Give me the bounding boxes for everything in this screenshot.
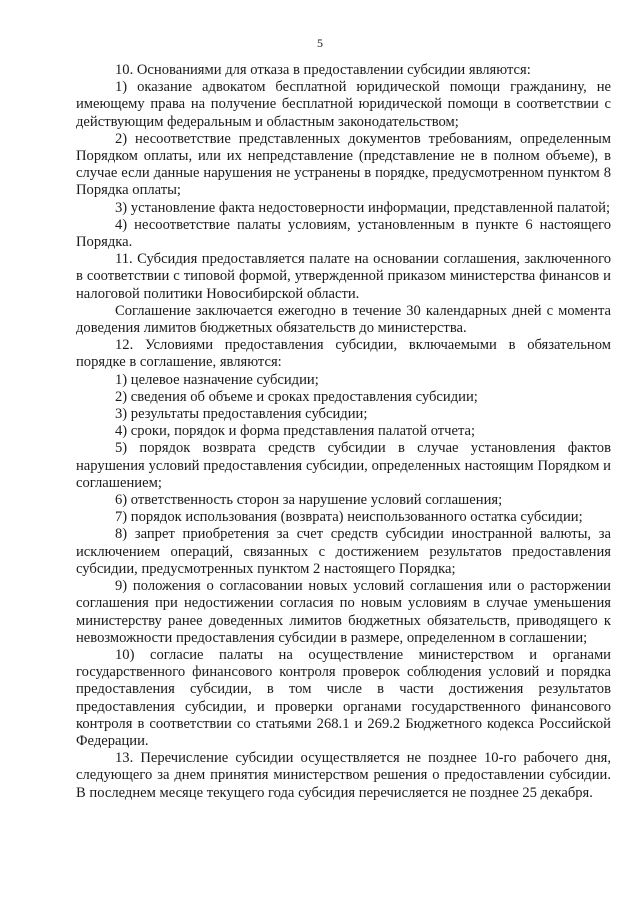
paragraph-12-item-7: 7) порядок использования (возврата) неиспользованного остатка субсидии; [115,509,583,526]
paragraph-10-item-1: 1) оказание адвокатом бесплатной юридической помощи гражданину, не имеющему права на получение бесплатной юридической помощи в соответствии с действующим федеральным и областным законодательством; [76,79,611,130]
paragraph-12-item-8: 8) запрет приобретения за счет средств субсидии иностранной валюты, за исключением операций, связанных с достижением результатов предоставления субсидии, предусмотренных пунктом 2 настоящего Порядка; [76,526,611,577]
paragraph-11: 11. Субсидия предоставляется палате на основании соглашения, заключенного в соответствии с типовой формой, утвержденной приказом министерства финансов и налоговой политики Новосибирской области. [76,251,611,302]
document-body [76,62,611,802]
paragraph-12-item-10: 10) согласие палаты на осуществление министерством и органами государственного финансового контроля проверок соблюдения условий и порядка предоставления субсидии, в том числе в части достижения результатов предоставления субсидии, и проверки органами государственного финансового контроля в соответствии со статьями 268.1 и 269.2 Бюджетного кодекса Российской Федерации. [76,646,611,749]
paragraph-10-item-3: 3) установление факта недостоверности информации, представленной палатой; [115,199,611,216]
paragraph-12: 12. Условиями предоставления субсидии, включаемыми в обязательном порядке в соглашение, являются: [76,337,611,371]
paragraph-10: 10. Основаниями для отказа в предоставлении субсидии являются: [115,62,531,78]
paragraph-12-item-1: 1) целевое назначение субсидии; [115,371,319,388]
paragraph-12-item-5: 5) порядок возврата средств субсидии в случае установления фактов нарушения условий предоставления субсидии, определенных настоящим Порядком и соглашением; [76,440,611,491]
paragraph-10-item-2: 2) несоответствие представленных документов требованиям, определенным Порядком оплаты, или их непредставление (представление не в полном объеме), в случае если данные нарушения не устранены в порядке, предусмотренном пунктом 8 Порядка оплаты; [76,130,611,199]
paragraph-12-item-4: 4) сроки, порядок и форма представления палатой отчета; [115,423,476,440]
paragraph-12-item-2: 2) сведения об объеме и сроках предоставления субсидии; [115,388,478,405]
paragraph-12-item-6: 6) ответственность сторон за нарушение условий соглашения; [115,492,503,509]
page-number: 5 [317,36,323,50]
paragraph-11-agreement: Соглашение заключается ежегодно в течение 30 календарных дней с момента доведения лимитов бюджетных обязательств до министерства. [76,302,611,337]
paragraph-12-item-3: 3) результаты предоставления субсидии; [115,406,368,423]
paragraph-12-item-9: 9) положения о согласовании новых условий соглашения или о расторжении соглашения при недостижении согласия по новым условиям в случае уменьшения министерству ранее доведенных лимитов бюджетных обязательств, приводящего к невозможности предоставления субсидии в размере, определенном в соглашении; [76,578,611,646]
paragraph-13: 13. Перечисление субсидии осуществляется не позднее 10-го рабочего дня, следующего за днем принятия министерством решения о предоставлении субсидии. В последнем месяце текущего года субсидия перечисляется не позднее 25 декабря. [76,750,611,801]
paragraph-10-item-4: 4) несоответствие палаты условиям, установленным в пункте 6 настоящего Порядка. [76,216,611,251]
